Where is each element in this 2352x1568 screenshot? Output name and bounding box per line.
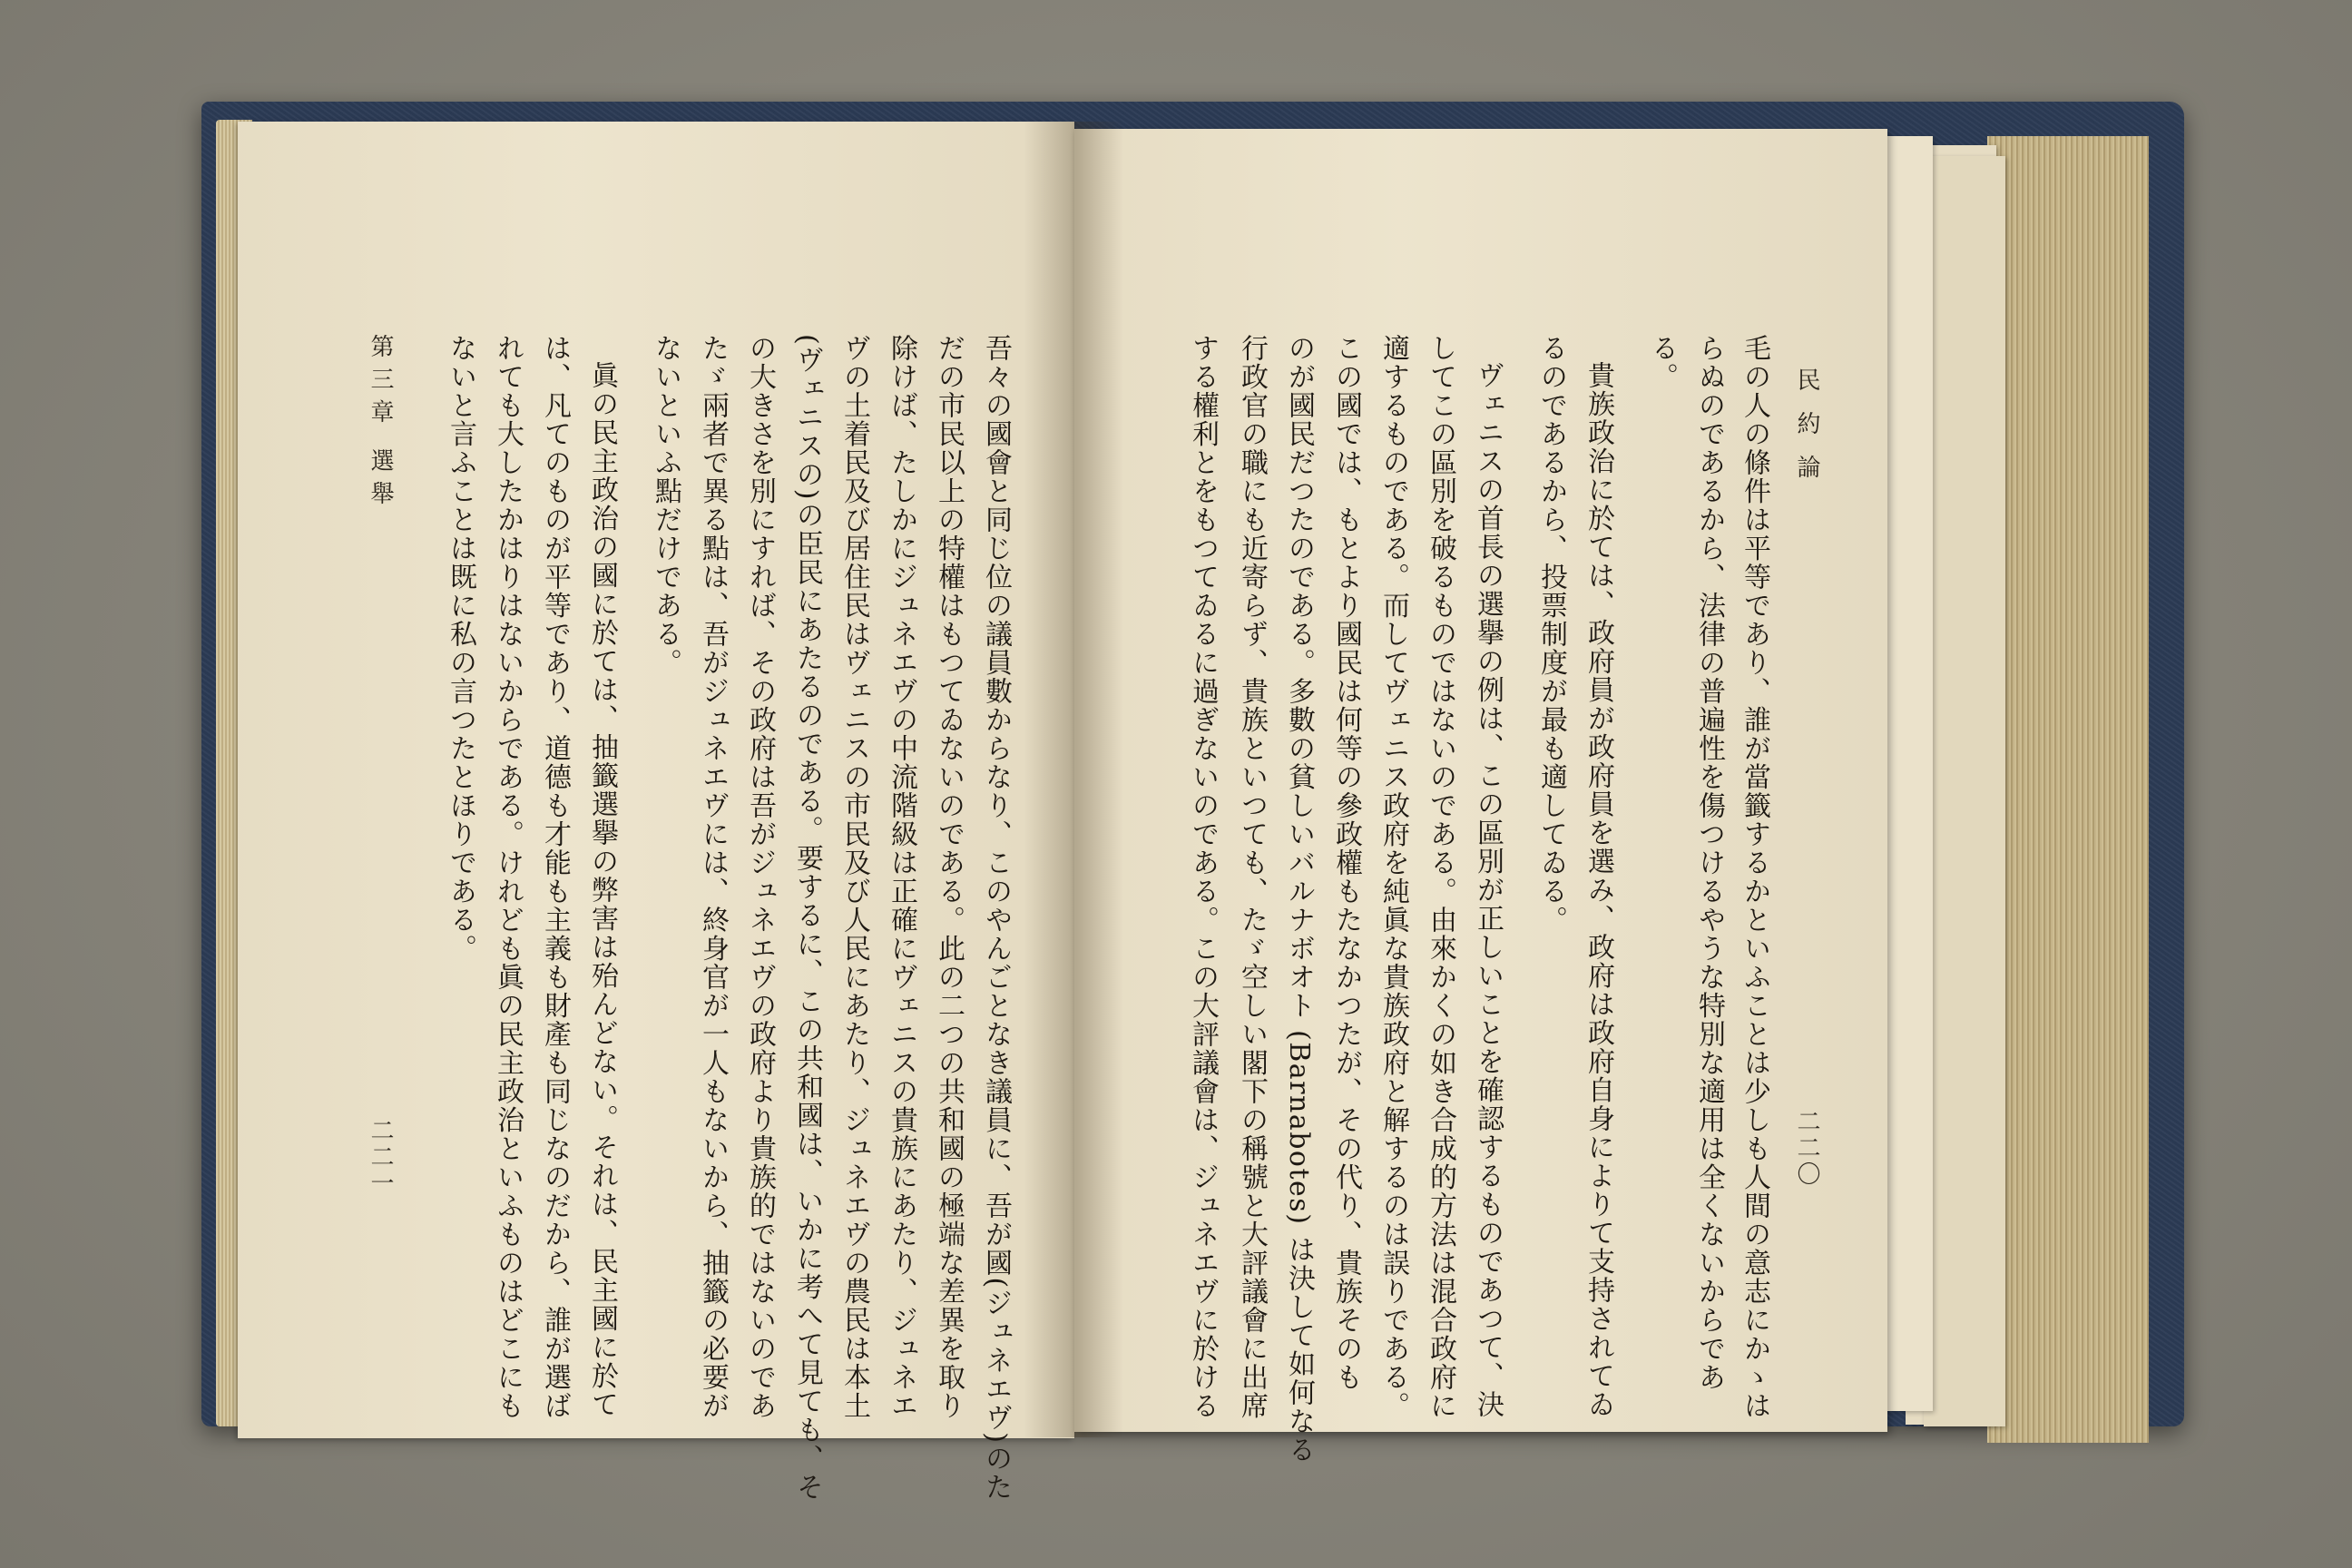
text-line: 眞の民主政治の國に於ては、抽籤選擧の弊害は殆んどない。それは、民主國に於て [586,361,618,1419]
text-line: する權利とをもつてゐるに過ぎないのである。この大評議會は、ジュネエヴに於ける [1187,334,1219,1420]
text-line: 貴族政治に於ては、政府員が政府員を選み、政府は政府自身によりて支持されてゐ [1583,361,1614,1419]
text-line: ないといふ點だけである。 [650,334,681,677]
text-line: 除けば、たしかにジュネエヴの中流階級は正確にヴェニスの貴族にあたり、ジュネエ [886,334,917,1420]
page-number: 二二一 [367,1118,394,1197]
text-line: 適するものである。而してヴェニス政府を純眞な貴族政府と解するのは誤りである。 [1377,334,1409,1420]
text-line: たゞ兩者で異る點は、吾がジュネエヴには、終身官が一人もないから、抽籤の必要が [697,334,729,1420]
text-line: らぬのであるから、法律の普遍性を傷つけるやうな特別な適用は全くないからであ [1693,334,1725,1392]
text-line: 行政官の職にも近寄らず、貴族といつても、たゞ空しい閣下の稱號と大評議會に出席 [1236,334,1268,1420]
loose-page [1924,156,2005,1426]
text-line: ヴェニスの首長の選擧の例は、この區別が正しいことを確認するものであつて、決 [1472,361,1504,1419]
text-line: ないと言ふことは既に私の言つたとほりである。 [445,334,476,963]
text-line: のが國民だつたのである。多數の貧しいバルナボオト (Barnabotes) は決して如何なる [1283,334,1315,1465]
running-head: 民約論 [1793,368,1820,498]
text-line: るのであるから、投票制度が最も適してゐる。 [1535,334,1567,935]
text-line: は、凡てのものが平等であり、道德も才能も主義も財產も同じなのだから、誰が選ば [539,334,571,1420]
text-line: この國では、もとより國民は何等の參政權もたなかつたが、その代り、貴族そのも [1330,334,1362,1392]
text-line: してこの區別を破るものではないのである。由來かくの如き合成的方法は混合政府に [1425,334,1456,1420]
text-line: 吾々の國會と同じ位の議員數からなり、このやんごとなき議員に、吾が國(ジュネエヴ)のた [980,334,1012,1502]
text-line: ヴの土着民及び居住民はヴェニスの市民及び人民にあたり、ジュネエヴの農民は本土 [838,334,870,1420]
text-line: 毛の人の條件は平等であり、誰が當籤するかといふことは少しも人間の意志にかゝは [1739,334,1770,1420]
text-line: れても大したかはりはないからである。けれども眞の民主政治といふものはどこにも [492,334,524,1420]
right-page-edges [1987,136,2149,1443]
text-line: の大きさを別にすれば、その政府は吾がジュネエヴの政府より貴族的ではないのであ [744,334,776,1420]
page-number: 二二〇 [1793,1109,1820,1188]
running-footer: 第三章 選舉 [367,334,394,514]
text-line: だの市民以上の特權はもつてゐないのである。此の二つの共和國の極端な差異を取り [933,334,965,1420]
text-line: (ヴェニスの)の臣民にあたるのである。要するに、この共和國は、いかに考へて見ても、そ [791,334,823,1502]
text-line: る。 [1646,334,1678,391]
